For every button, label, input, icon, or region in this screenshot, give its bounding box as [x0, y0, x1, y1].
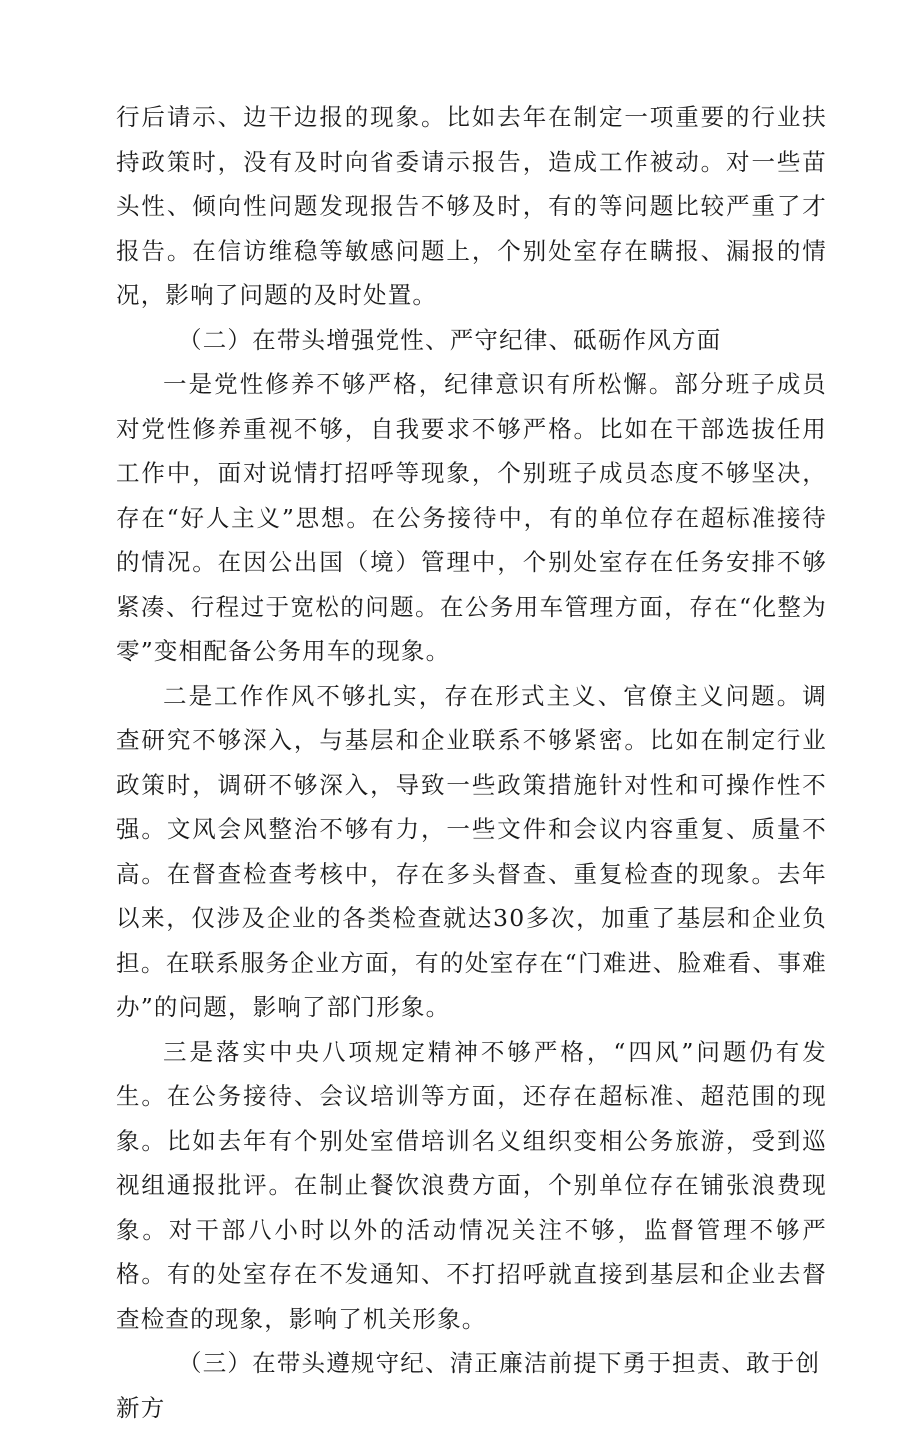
paragraph-party-discipline: 一是党性修养不够严格，纪律意识有所松懈。部分班子成员对党性修养重视不够，自我要求不够严格。比如在干部选拔任用工作中，面对说情打招呼等现象，个别班子成员态度不够坚决，存在“好人主义”思想。在公务接待中，有的单位存在超标准接待的情况。在因公出国（境）管理中，个别处室存在任务安排不够紧凑、行程过于宽松的问题。在公务用车管理方面，存在“化整为零”变相配备公务用车的现象。 — [116, 370, 827, 665]
paragraph-eight-rules: 三是落实中央八项规定精神不够严格，“四风”问题仍有发生。在公务接待、会议培训等方面，还存在超标准、超范围的现象。比如去年有个别处室借培训名义组织变相公务旅游，受到巡视组通报批评。在制止餐饮浪费方面，个别单位存在铺张浪费现象。对干部八小时以外的活动情况关注不够，监督管理不够严格。有的处室存在不发通知、不打招呼就直接到基层和企业去督查检查的现象，影响了机关形象。 — [116, 1037, 827, 1333]
paragraph-continuation: 行后请示、边干边报的现象。比如去年在制定一项重要的行业扶持政策时，没有及时向省委请示报告，造成工作被动。对一些苗头性、倾向性问题发现报告不够及时，有的等问题比较严重了才报告。在信访维稳等敏感问题上，个别处室存在瞒报、漏报的情况，影响了问题的及时处置。 — [116, 103, 827, 309]
section-heading-two: （二）在带头增强党性、严守纪律、砥砺作风方面 — [178, 325, 722, 354]
paragraph-work-style: 二是工作作风不够扎实，存在形式主义、官僚主义问题。调查研究不够深入，与基层和企业联系不够紧密。比如在制定行业政策时，调研不够深入，导致一些政策措施针对性和可操作性不强。文风会风整治不够有力，一些文件和会议内容重复、质量不高。在督查检查考核中，存在多头督查、重复检查的现象。去年以来，仅涉及企业的各类检查就达30多次，加重了基层和企业负担。在联系服务企业方面，有的处室存在“门难进、脸难看、事难办”的问题，影响了部门形象。 — [116, 681, 827, 1021]
section-heading-three: （三）在带头遵规守纪、清正廉洁前提下勇于担责、敢于创新方 — [116, 1349, 821, 1422]
